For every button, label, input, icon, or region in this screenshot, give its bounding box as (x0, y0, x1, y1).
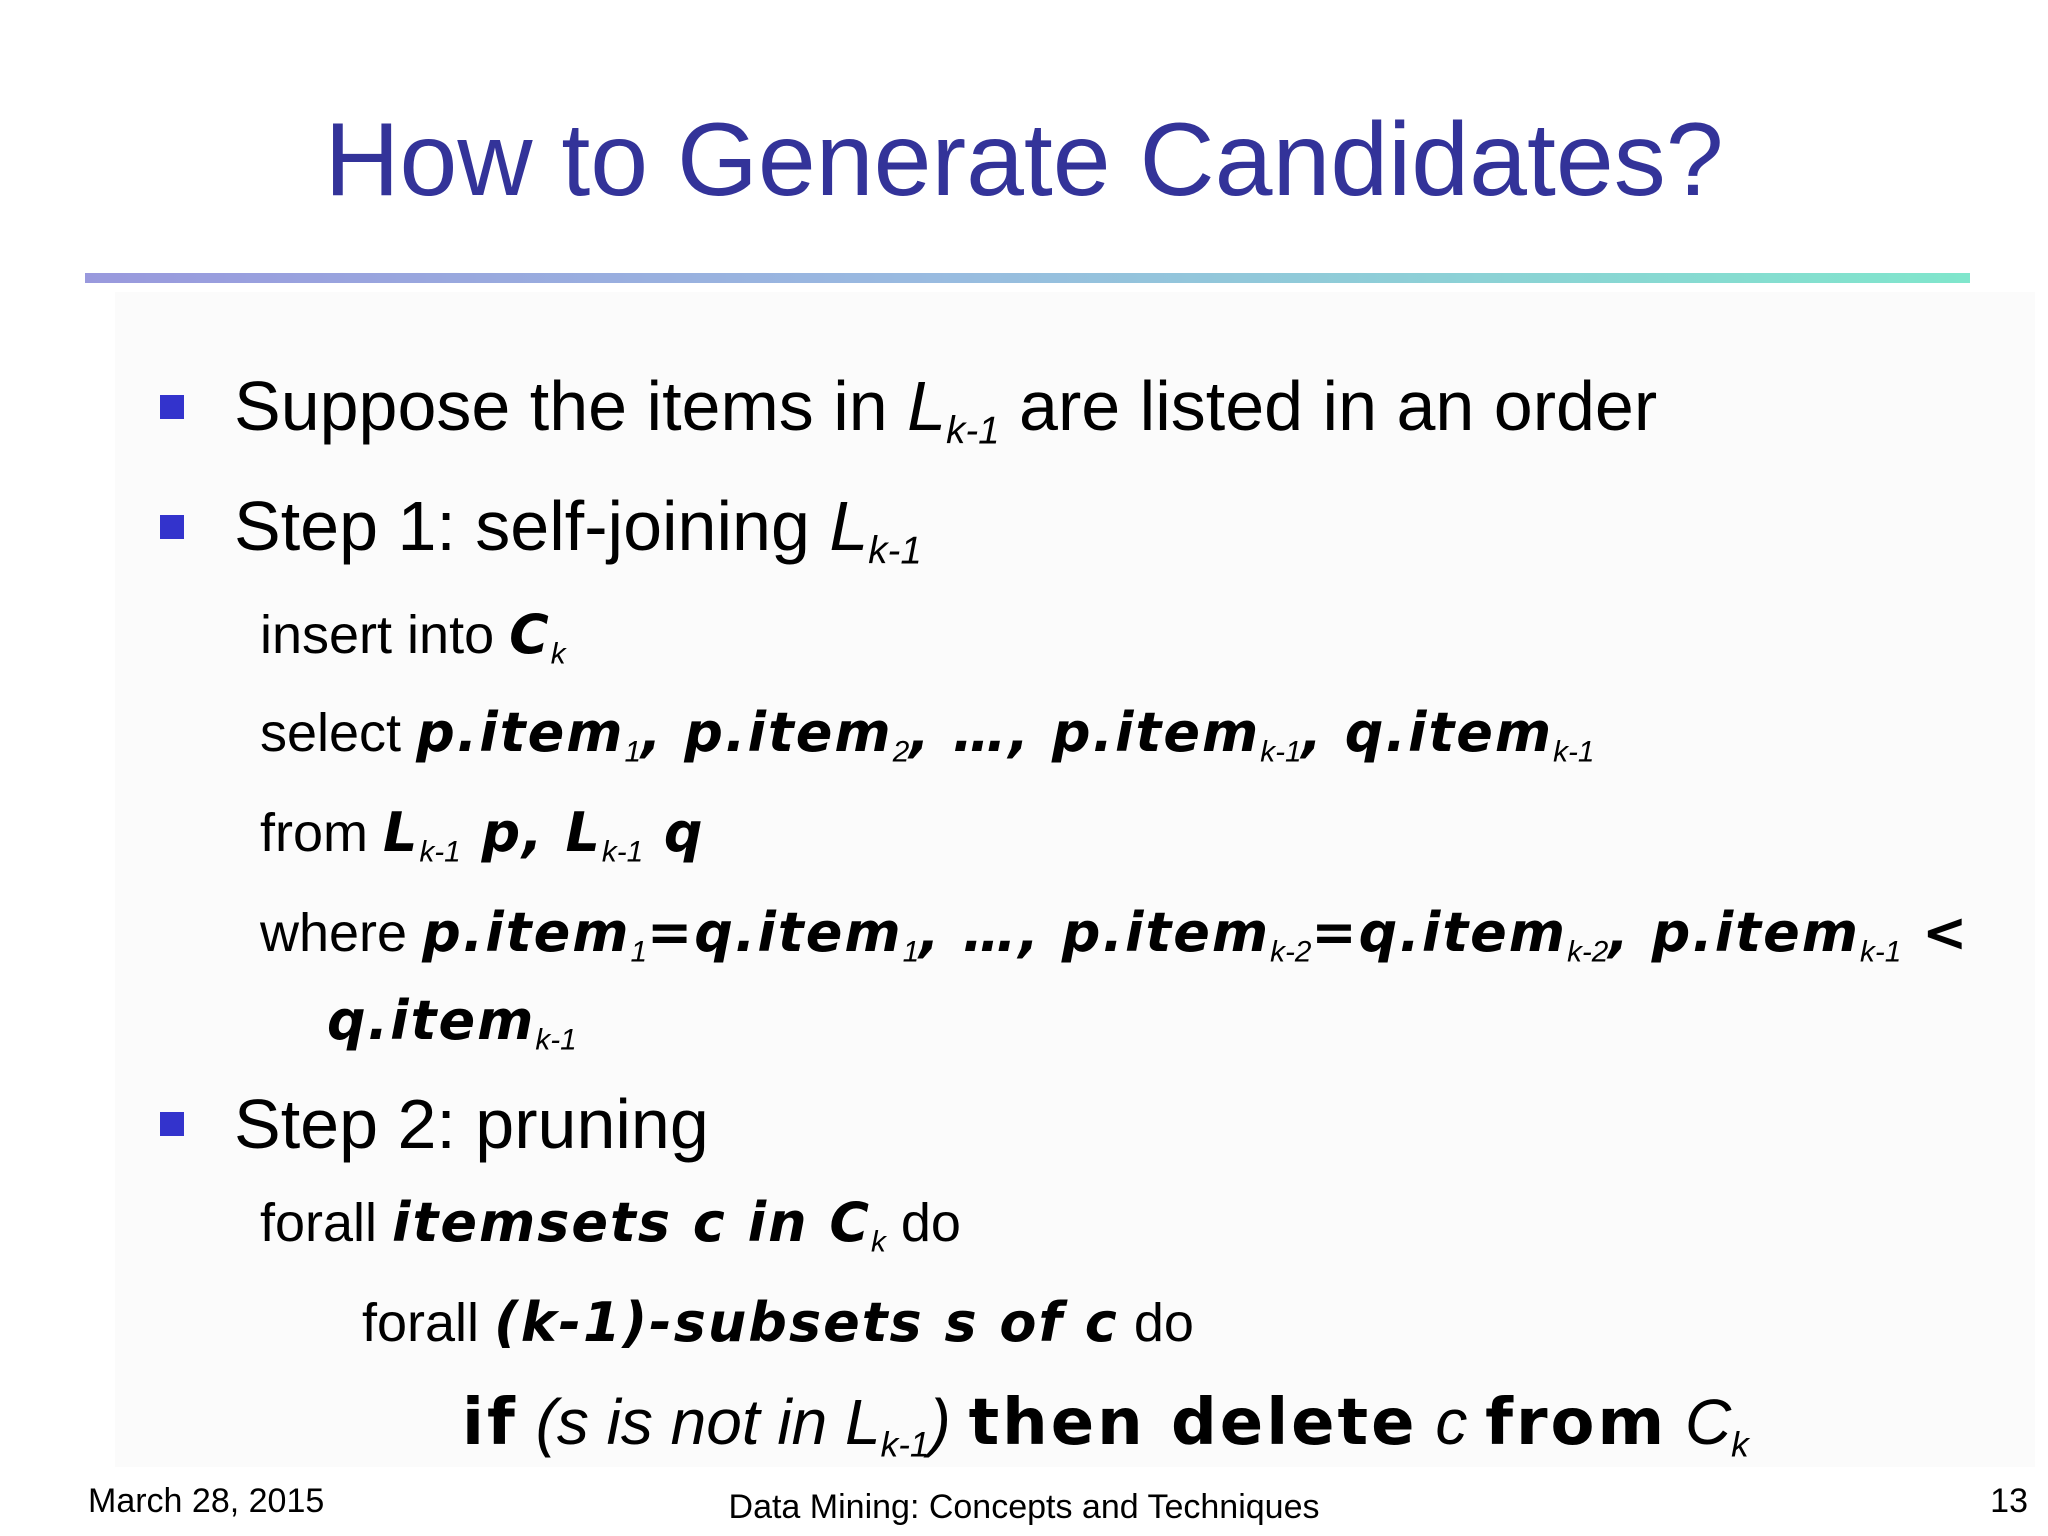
bullet-1-sub: k-1 (946, 409, 1000, 453)
bullet-marker-3 (160, 1112, 184, 1136)
prune-forall-1-expr: itemsets c in C (392, 1191, 871, 1254)
sql-where2-part-1: q.item (327, 989, 536, 1052)
sql-insert-line (260, 602, 566, 671)
sql-where2-sub-1: k-1 (535, 1023, 577, 1057)
prune-forall-2-expr: (k-1)-subsets s of c (494, 1291, 1119, 1354)
bullet-1-pre: Suppose the items in (234, 367, 908, 445)
sql-where-continuation (327, 988, 577, 1057)
sql-from-part-2: p, L (460, 801, 602, 864)
bullet-2-pre: Step 1: self-joining (234, 487, 830, 565)
sql-where-part-3: , …, p.item (919, 901, 1271, 964)
sql-select-part-2: , p.item (640, 701, 893, 764)
prune-then-keyword: then delete (968, 1386, 1418, 1460)
sql-where-part-2: =q.item (647, 901, 903, 964)
sql-insert-keyword: insert into (260, 605, 510, 665)
bullet-1-text (234, 364, 1658, 453)
sql-from-part-1: L (383, 801, 420, 864)
prune-c-var: c (1417, 1386, 1486, 1458)
prune-ck-var: C (1667, 1386, 1732, 1458)
sql-where-part-4: =q.item (1311, 901, 1568, 964)
prune-forall-1 (260, 1190, 961, 1259)
sql-insert-sub: k (550, 637, 566, 671)
sql-select-part-4: , q.item (1301, 701, 1554, 764)
prune-if-keyword: if (462, 1386, 518, 1460)
bullet-3-label: Step 2: pruning (234, 1085, 709, 1163)
bullet-1-var: L (907, 367, 947, 445)
sql-from-keyword: from (260, 803, 384, 863)
sql-select-sub-2: 2 (892, 735, 910, 769)
sql-where-part-6: < (1901, 901, 1970, 964)
sql-where-sub-1: 1 (630, 935, 647, 969)
bullet-marker-2 (160, 515, 184, 539)
prune-forall-1-do: do (885, 1193, 961, 1253)
prune-forall-2 (362, 1290, 1194, 1356)
footer-course-title: Data Mining: Concepts and Techniques (728, 1488, 1320, 1526)
sql-where-part-1: p.item (422, 901, 631, 964)
sql-where-line (260, 900, 1970, 969)
sql-from-line (260, 800, 705, 869)
prune-if-cond-pre: (s is not in L (517, 1386, 881, 1458)
prune-forall-1-sub: k (870, 1225, 886, 1259)
sql-select-part-1: p.item (416, 701, 625, 764)
prune-if-cond-post: ) (929, 1386, 969, 1458)
sql-where-sub-4: k-2 (1567, 935, 1609, 969)
footer-page-number: 13 (1990, 1482, 2028, 1520)
sql-select-part-3: , …, p.item (909, 701, 1261, 764)
title-underline (85, 273, 1970, 283)
sql-where-keyword: where (260, 903, 423, 963)
slide-title: How to Generate Candidates? (324, 102, 1724, 218)
prune-forall-2-keyword: forall (362, 1293, 495, 1353)
bullet-2-text (234, 484, 922, 573)
bullet-2-var: L (829, 487, 869, 565)
sql-select-line (260, 700, 1595, 769)
sql-select-sub-1: 1 (624, 735, 641, 769)
bullet-marker-1 (160, 395, 184, 419)
sql-select-keyword: select (260, 703, 417, 763)
prune-from-keyword: from (1485, 1386, 1668, 1460)
sql-from-part-3: q (643, 801, 705, 864)
sql-where-sub-2: 1 (902, 935, 920, 969)
bullet-1-post: are listed in an order (999, 367, 1658, 445)
prune-ck-sub: k (1731, 1425, 1749, 1465)
sql-select-sub-3: k-1 (1260, 735, 1302, 769)
sql-where-sub-3: k-2 (1270, 935, 1312, 969)
prune-if-cond-sub: k-1 (880, 1425, 930, 1465)
sql-where-sub-5: k-1 (1860, 935, 1902, 969)
bullet-2-sub: k-1 (868, 529, 922, 573)
footer-date: March 28, 2015 (88, 1482, 325, 1520)
sql-from-sub-2: k-1 (601, 835, 644, 869)
prune-forall-1-keyword: forall (260, 1193, 393, 1253)
prune-if-line (462, 1380, 1749, 1465)
sql-insert-var: C (509, 603, 551, 666)
sql-from-sub-1: k-1 (419, 835, 461, 869)
prune-forall-2-do: do (1118, 1293, 1194, 1353)
bullet-3-text (234, 1082, 709, 1166)
sql-where-part-5: , p.item (1608, 901, 1861, 964)
sql-select-sub-4: k-1 (1553, 735, 1595, 769)
